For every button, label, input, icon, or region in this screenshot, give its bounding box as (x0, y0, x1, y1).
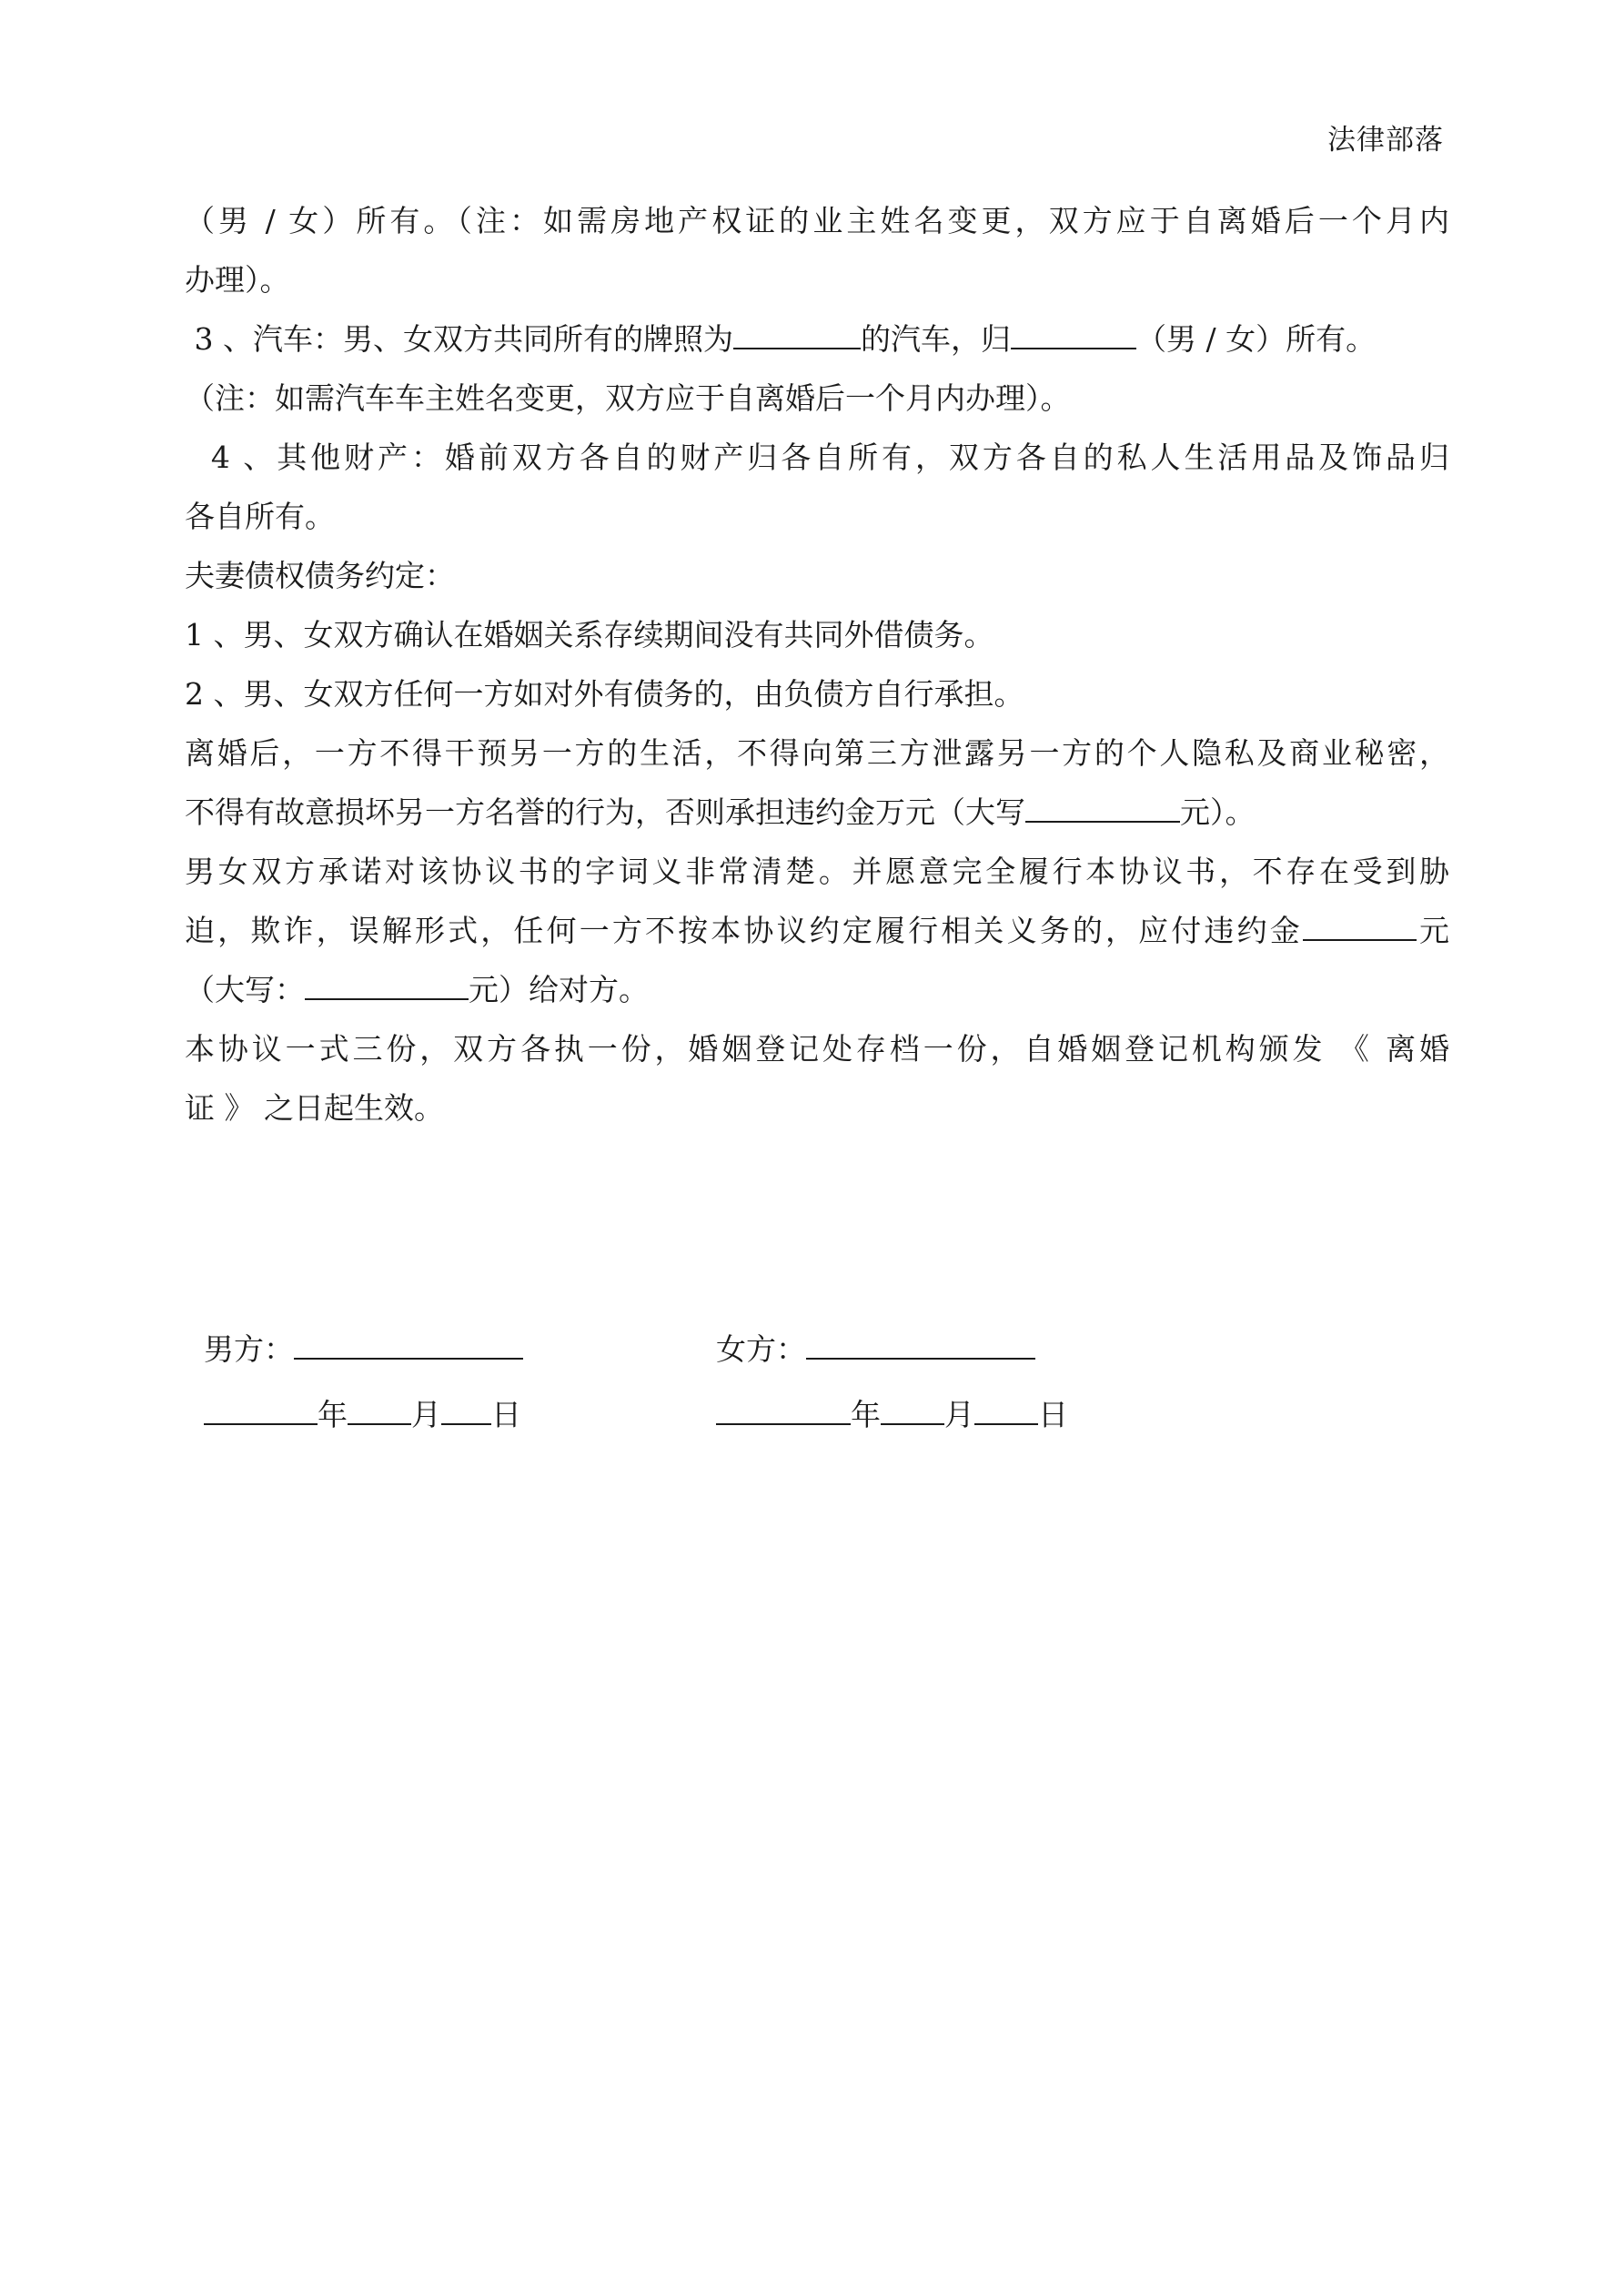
male-date-line: 年 月 日 (185, 1356, 521, 1434)
paragraph-line: 迫，欺诈，误解形式，任何一方不按本协议约定履行相关义务的，应付违约金 元 (185, 913, 1450, 948)
paragraph-line: （注：如需汽车车主姓名变更，双方应于自离婚后一个月内办理）。 (185, 380, 1071, 416)
brand-header: 法律部落 (1327, 124, 1444, 157)
male-day-blank[interactable] (441, 1400, 491, 1425)
paragraph-line: 1 、男、女双方确认在婚姻关系存续期间没有共同外借债务。 (185, 617, 994, 652)
paragraph-line: 本协议一式三份，双方各执一份，婚姻登记处存档一份，自婚姻登记机构颁发 《 离婚 (185, 1031, 1449, 1067)
section-heading: 夫妻债权债务约定： (185, 558, 455, 593)
male-signature-line: 男方： (185, 1290, 523, 1369)
penalty-amount-blank[interactable] (1303, 915, 1417, 941)
paragraph-line: 不得有故意损坏另一方名誉的行为，否则承担违约金万元（大写 元）。 (185, 794, 1256, 830)
agreement-body (185, 191, 1449, 1138)
paragraph-line: （大写： 元）给对方。 (185, 972, 649, 1007)
penalty-amount-words-blank[interactable] (1025, 797, 1180, 823)
paragraph-line: 办理）。 (185, 262, 290, 298)
paragraph-line: 男女双方承诺对该协议书的字词义非常清楚。并愿意完全履行本协议书，不存在受到胁 (185, 854, 1449, 889)
paragraph-line: 各自所有。 (185, 499, 335, 534)
paragraph-line: 证 》 之日起生效。 (185, 1090, 444, 1126)
paragraph-line: （男 / 女）所有。（注：如需房地产权证的业主姓名变更，双方应于自离婚后一个月内 (185, 203, 1449, 238)
female-month-blank[interactable] (881, 1400, 944, 1425)
female-date-line: 年 月 日 (697, 1356, 1068, 1434)
paragraph-line: 4 、其他财产：婚前双方各自的财产归各自所有，双方各自的私人生活用品及饰品归 (185, 440, 1449, 475)
paragraph-line: 3 、汽车：男、女双方共同所有的牌照为 的汽车，归 （男 / 女）所有。 (185, 321, 1377, 357)
male-year-blank[interactable] (204, 1400, 318, 1425)
paragraph-line: 离婚后，一方不得干预另一方的生活，不得向第三方泄露另一方的个人隐私及商业秘密， (185, 735, 1449, 771)
paragraph-line: 2 、男、女双方任何一方如对外有债务的，由负债方自行承担。 (185, 676, 1024, 712)
male-month-blank[interactable] (348, 1400, 411, 1425)
penalty-words-blank[interactable] (305, 975, 469, 1000)
female-day-blank[interactable] (974, 1400, 1038, 1425)
female-signature-line: 女方： (697, 1290, 1035, 1369)
license-plate-blank[interactable] (733, 324, 861, 349)
car-owner-blank[interactable] (1011, 324, 1136, 349)
female-year-blank[interactable] (716, 1400, 851, 1425)
